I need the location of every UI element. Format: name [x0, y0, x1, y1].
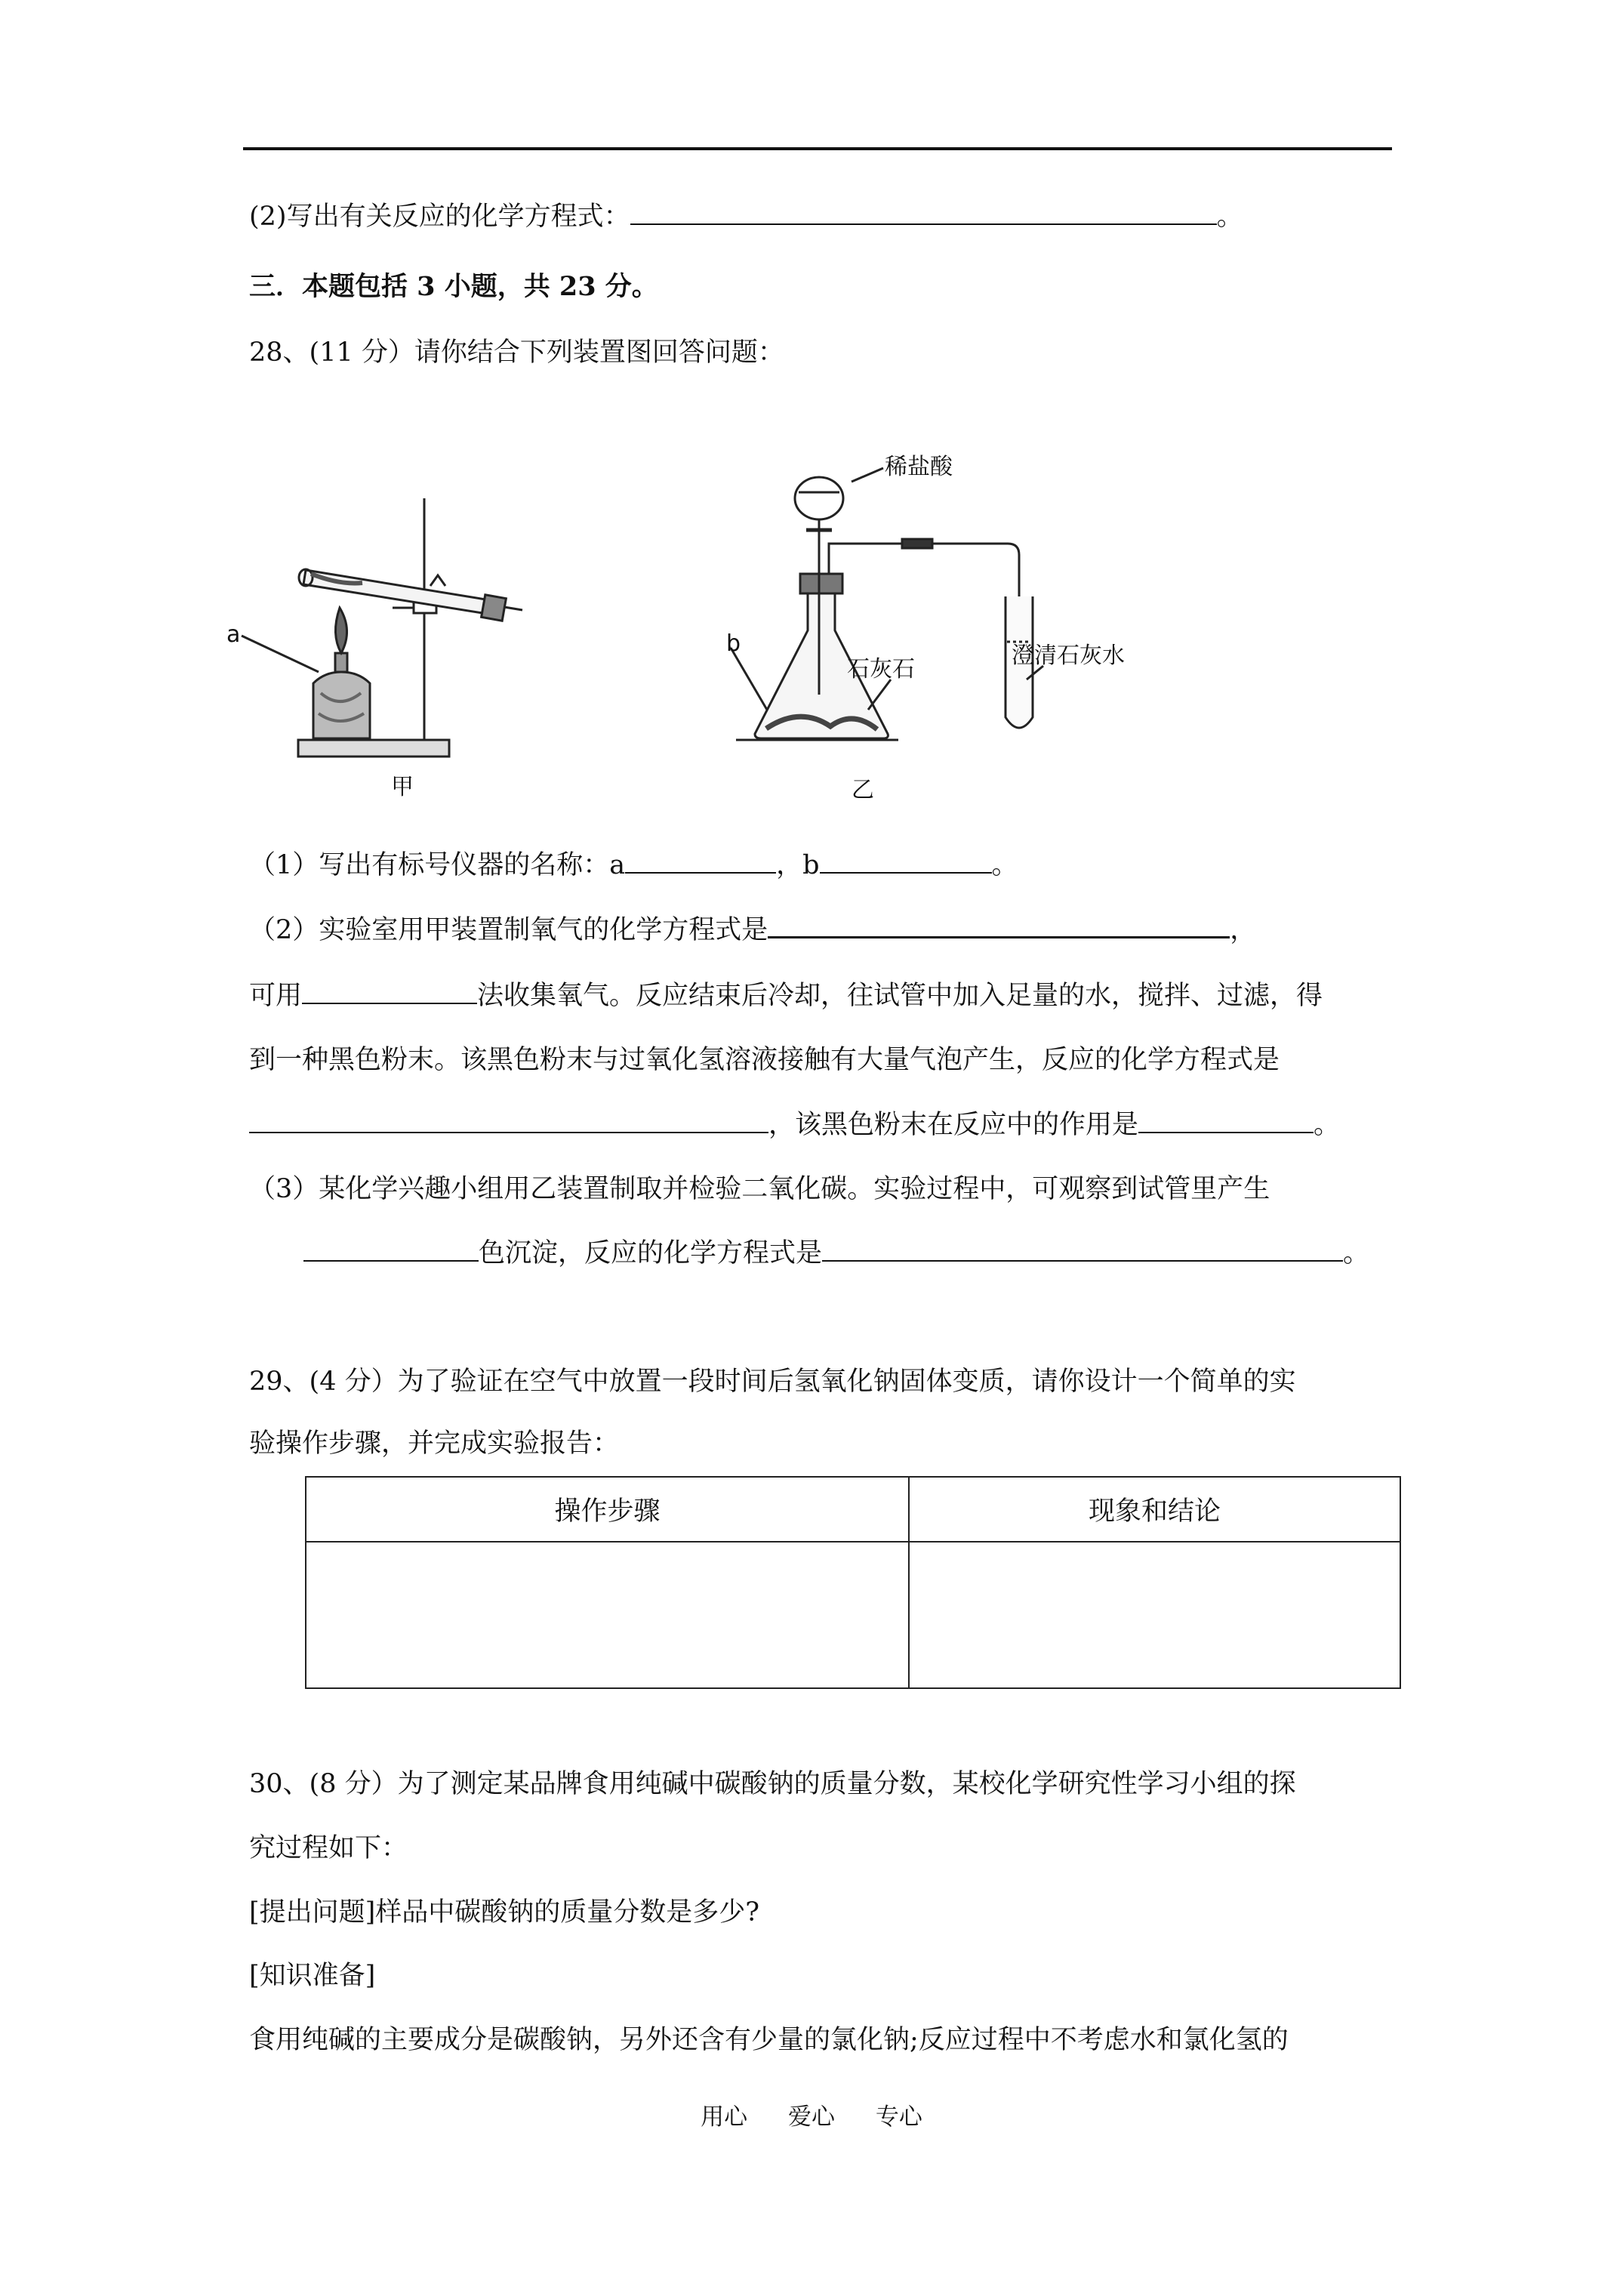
footer-item: 爱心 [788, 2103, 835, 2131]
q28-part1 [249, 849, 1018, 882]
q28-part2-line1 [249, 914, 1256, 947]
table-header-row [306, 1477, 1400, 1542]
label-limestone: 石灰石 [847, 656, 915, 683]
q28-part3-line2-text: 色沉淀，反应的化学方程式是 [479, 1238, 823, 1268]
table-cell-conclusion[interactable] [909, 1542, 1400, 1688]
q30-line2: 究过程如下： [249, 1833, 408, 1863]
q27-part2-text: (2)写出有关反应的化学方程式： [249, 202, 630, 232]
answer-blank-b[interactable] [820, 849, 992, 874]
rubber-joint [902, 539, 932, 548]
q28-part2-line2-text: 法收集氧气。反应结束后冷却，往试管中加入足量的水，搅拌、过滤，得 [477, 981, 1323, 1011]
footer-item: 用心 [701, 2103, 748, 2131]
q28-intro: 28、(11 分）请你结合下列装置图回答问题： [249, 337, 784, 368]
experiment-report-table [305, 1476, 1401, 1689]
q29-line2: 验操作步骤，并完成实验报告： [249, 1428, 620, 1459]
lamp-wick-holder [335, 653, 347, 672]
q28-part2-line2-prefix: 可用 [249, 981, 303, 1011]
q30-line3: [提出问题]样品中碳酸钠的质量分数是多少? [249, 1897, 760, 1928]
label-acid: 稀盐酸 [885, 454, 953, 480]
clamp-screw [430, 575, 445, 586]
q28-part2-line1-text: （2）实验室用甲装置制氧气的化学方程式是 [249, 915, 768, 945]
q28-part1-text: （1）写出有标号仪器的名称：a [249, 850, 626, 880]
answer-blank-role[interactable] [1138, 1109, 1313, 1133]
table-header-cell: 操作步骤 [306, 1477, 909, 1542]
apparatus-figure [226, 453, 1208, 831]
top-rule [243, 147, 1392, 150]
label-a-line [242, 636, 319, 672]
apparatus-yi [731, 468, 1043, 740]
table-row [306, 1542, 1400, 1688]
q30-line4: [知识准备] [249, 1961, 376, 1991]
q28-part1-suffix: 。 [991, 850, 1018, 880]
q28-part2-line4-text: ，该黑色粉末在反应中的作用是 [768, 1110, 1139, 1140]
stand-base [298, 740, 449, 757]
q28-part2-line3: 到一种黑色粉末。该黑色粉末与过氧化氢溶液接触有大量气泡产生，反应的化学方程式是 [249, 1045, 1280, 1075]
flask-stopper [800, 574, 842, 593]
section3-heading: 三．本题包括 3 小题，共 23 分。 [249, 271, 658, 302]
page-footer [0, 2097, 1623, 2131]
q27-part2 [249, 200, 1243, 233]
q27-part2-suffix: 。 [1216, 202, 1243, 232]
q28-part3-line1: （3）某化学兴趣小组用乙装置制取并检验二氧化碳。实验过程中，可观察到试管里产生 [249, 1174, 1270, 1204]
answer-blank-h2o2-equation[interactable] [249, 1109, 768, 1133]
q29-line1: 29、(4 分）为了验证在空气中放置一段时间后氢氧化钠固体变质，请你设计一个简单的实 [249, 1367, 1296, 1397]
stopper [482, 595, 507, 621]
q28-part2-line1-suffix: ， [1230, 915, 1257, 945]
q28-part2-line4 [249, 1108, 1340, 1142]
footer-item: 专心 [875, 2103, 922, 2131]
q28-part1-mid: ，b [776, 850, 820, 880]
q28-part2-line2 [249, 979, 1323, 1012]
answer-blank-equation[interactable] [768, 914, 1230, 938]
table-cell-steps[interactable] [306, 1542, 909, 1688]
answer-blank[interactable] [630, 201, 1217, 225]
label-b-line [731, 648, 767, 710]
label-b: b [726, 630, 741, 657]
answer-blank-co2-equation[interactable] [822, 1237, 1343, 1262]
alcohol-lamp [313, 672, 370, 738]
limestone-leader [868, 680, 891, 710]
q28-part2-line4-suffix: 。 [1313, 1110, 1341, 1140]
flame [335, 608, 346, 653]
label-a: a [226, 621, 241, 648]
answer-blank-collect[interactable] [302, 980, 477, 1004]
table-header-cell: 现象和结论 [909, 1477, 1400, 1542]
delivery-tube-stub [504, 607, 522, 610]
answer-blank-color[interactable] [303, 1237, 479, 1262]
q30-line5: 食用纯碱的主要成分是碳酸钠，另外还含有少量的氯化钠;反应过程中不考虑水和氯化氢的 [249, 2025, 1289, 2055]
label-jia: 甲 [391, 774, 414, 800]
label-limewater: 澄清石灰水 [1012, 643, 1125, 669]
acid-leader [852, 468, 883, 482]
funnel-bulb [795, 477, 843, 519]
apparatus-jia [242, 498, 522, 757]
q30-line1: 30、(8 分）为了测定某品牌食用纯碱中碳酸钠的质量分数，某校化学研究性学习小组的探 [249, 1769, 1296, 1799]
label-yi: 乙 [852, 777, 874, 803]
q28-part3-line2-suffix: 。 [1343, 1238, 1370, 1268]
q28-part3-line2 [303, 1237, 1369, 1270]
answer-blank-a[interactable] [625, 849, 776, 874]
